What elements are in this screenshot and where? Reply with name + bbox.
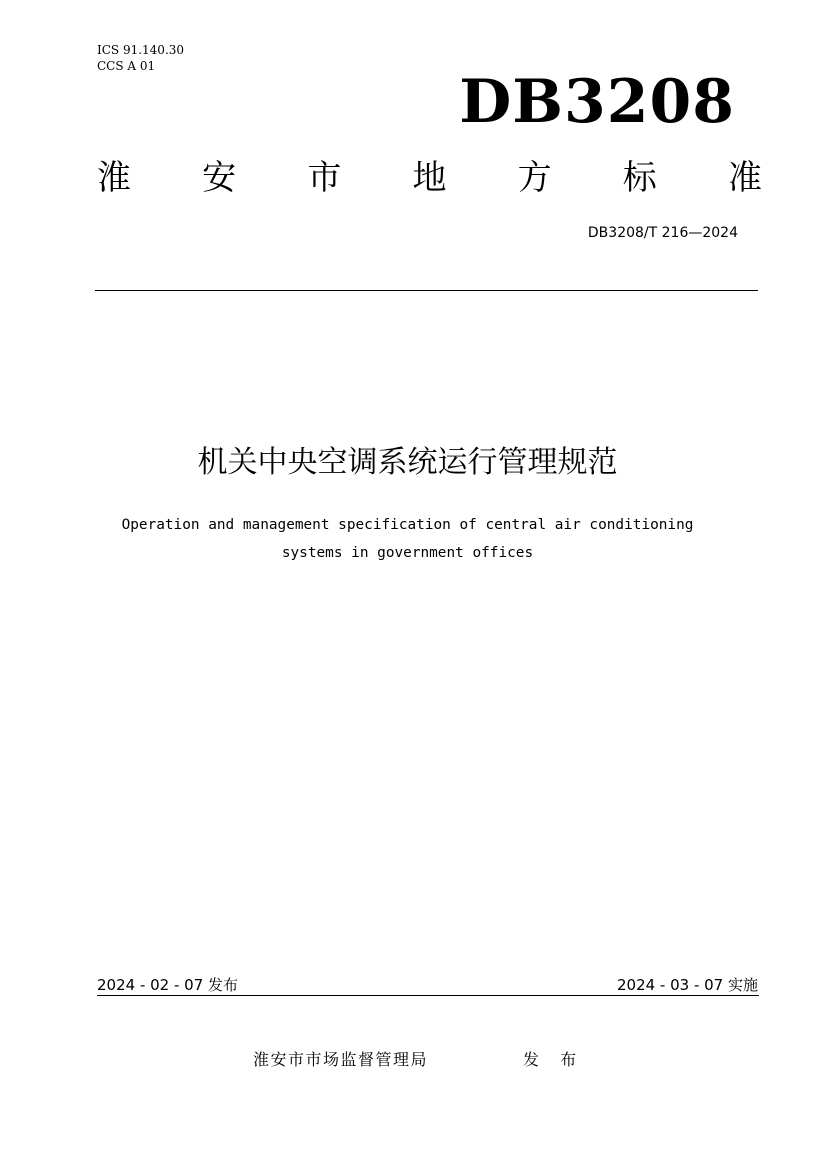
standard-type-char: 标: [622, 158, 657, 198]
standard-type-char: 市: [307, 158, 342, 198]
header-divider: [95, 290, 758, 291]
publish-label: 发 布: [523, 1050, 585, 1069]
standard-type-char: 准: [727, 158, 762, 198]
issue-date: 2024 - 02 - 07 发布: [97, 976, 239, 994]
classification-codes: [97, 42, 184, 74]
english-title-line: systems in government offices: [281, 545, 534, 561]
implementation-date: 2024 - 03 - 07 实施: [616, 976, 758, 994]
ics-code: ICS 91.140.30: [97, 43, 185, 57]
document-title-english: [0, 511, 815, 567]
standard-type-char: 安: [202, 158, 237, 198]
standard-type-char: 地: [412, 158, 447, 198]
ccs-code: CCS A 01: [97, 59, 156, 73]
standard-type-char: 方: [517, 158, 552, 198]
document-title-chinese: 机关中央空调系统运行管理规范: [197, 445, 618, 480]
standard-type-char: 淮: [97, 158, 131, 198]
footer-divider: [97, 995, 759, 996]
standard-code-logo: DB3208: [459, 67, 735, 137]
standard-number: DB3208/T 216—2024: [587, 225, 738, 241]
standard-type-title: [97, 156, 762, 200]
publisher-name: 淮安市市场监督管理局: [253, 1050, 429, 1069]
english-title-line: Operation and management specification of central air conditioning: [121, 517, 694, 533]
